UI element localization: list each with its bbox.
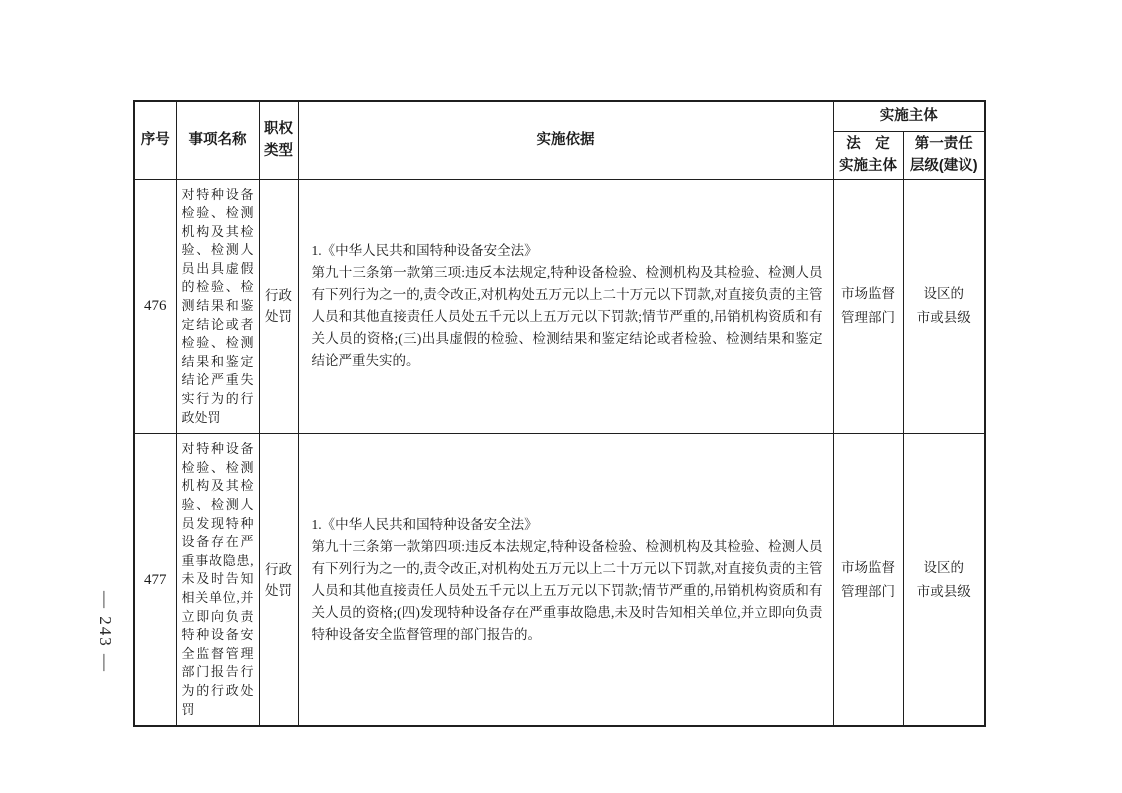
header-legal-subject xyxy=(833,131,903,179)
row-477-responsibility-level-line1: 设区的 xyxy=(923,559,964,575)
header-index xyxy=(134,101,176,179)
header-responsibility-line1: 第一责任 xyxy=(914,136,973,152)
row-477-basis xyxy=(298,434,833,726)
row-476-legal-subject-line1: 市场监督 xyxy=(841,286,895,302)
header-responsibility xyxy=(903,131,985,179)
row-477-legal-subject-line1: 市场监督 xyxy=(841,559,895,575)
row-476-responsibility-level-line2: 市或县级 xyxy=(916,310,971,326)
header-responsibility-line2: 层级(建议) xyxy=(909,158,978,174)
row-476-legal-subject xyxy=(833,179,903,434)
header-index-label: 序号 xyxy=(140,132,170,149)
page-number: — 243 — xyxy=(96,591,115,673)
row-477-power-type-line1: 行政 xyxy=(265,561,292,577)
header-row-top xyxy=(134,101,985,131)
row-477-legal-subject xyxy=(833,434,903,726)
row-477-item-name: 对特种设备检验、检测机构及其检验、检测人员发现特种设备存在严重事故隐患,未及时告知相关单位,并立即向负责特种设备安全监督管理部门报告行为的行政处罚 xyxy=(176,434,259,726)
header-power-type-line1: 职权 xyxy=(264,121,293,138)
header-basis-label: 实施依据 xyxy=(536,132,595,149)
row-476-power-type xyxy=(259,179,298,434)
row-476-basis xyxy=(298,179,833,434)
header-power-type xyxy=(259,101,298,179)
row-477-responsibility-level-line2: 市或县级 xyxy=(916,583,971,599)
row-476-basis-title: 1.《中华人民共和国特种设备安全法》 xyxy=(311,243,538,259)
row-476-basis-body: 第九十三条第一款第三项:违反本法规定,特种设备检验、检测机构及其检验、检测人员有下列行为之一的,责令改正,对机构处五万元以上二十万元以下罚款,对直接负责的主管人员和其他直接责任人员处五千元以上五万元以下罚款;情节严重的,吊销机构资质和有关人员的资格;(三)出具虚假的检验、检测结果和鉴定结论或者检验、检测结果和鉴定结论严重失实的。 xyxy=(311,265,823,369)
row-477-basis-body: 第九十三条第一款第四项:违反本法规定,特种设备检验、检测机构及其检验、检测人员有下列行为之一的,责令改正,对机构处五万元以上二十万元以下罚款,对直接负责的主管人员和其他直接责任人员处五千元以上五万元以下罚款;情节严重的,吊销机构资质和有关人员的资格;(四)发现特种设备存在严重事故隐患,未及时告知相关单位,并立即向负责特种设备安全监督管理的部门报告的。 xyxy=(311,538,823,642)
row-476-legal-subject-line2: 管理部门 xyxy=(841,310,895,326)
header-subject-group xyxy=(833,101,985,131)
row-476-responsibility-level-line1: 设区的 xyxy=(923,286,964,302)
row-476-item-name: 对特种设备检验、检测机构及其检验、检测人员出具虚假的检验、检测结果和鉴定结论或者检验、检测结果和鉴定结论严重失实行为的行政处罚 xyxy=(176,179,259,434)
header-basis xyxy=(298,101,833,179)
header-subject-group-label: 实施主体 xyxy=(879,108,938,125)
row-477-legal-subject-line2: 管理部门 xyxy=(841,583,895,599)
row-477-power-type xyxy=(259,434,298,726)
table-row-476 xyxy=(134,179,985,434)
row-477-index: 477 xyxy=(134,434,176,726)
row-476-responsibility-level xyxy=(903,179,985,434)
header-legal-subject-line2: 实施主体 xyxy=(839,158,897,174)
row-476-index: 476 xyxy=(134,179,176,434)
header-legal-subject-line1: 法 定 xyxy=(846,136,890,152)
header-item-name-label: 事项名称 xyxy=(188,132,247,149)
header-power-type-line2: 类型 xyxy=(264,143,293,160)
row-476-power-type-line1: 行政 xyxy=(265,288,292,304)
row-476-power-type-line2: 处罚 xyxy=(265,309,292,325)
table-row-477 xyxy=(134,434,985,726)
row-477-basis-title: 1.《中华人民共和国特种设备安全法》 xyxy=(311,516,538,532)
row-477-responsibility-level xyxy=(903,434,985,726)
matters-table xyxy=(133,100,986,727)
row-477-power-type-line2: 处罚 xyxy=(265,582,292,598)
header-item-name xyxy=(176,101,259,179)
